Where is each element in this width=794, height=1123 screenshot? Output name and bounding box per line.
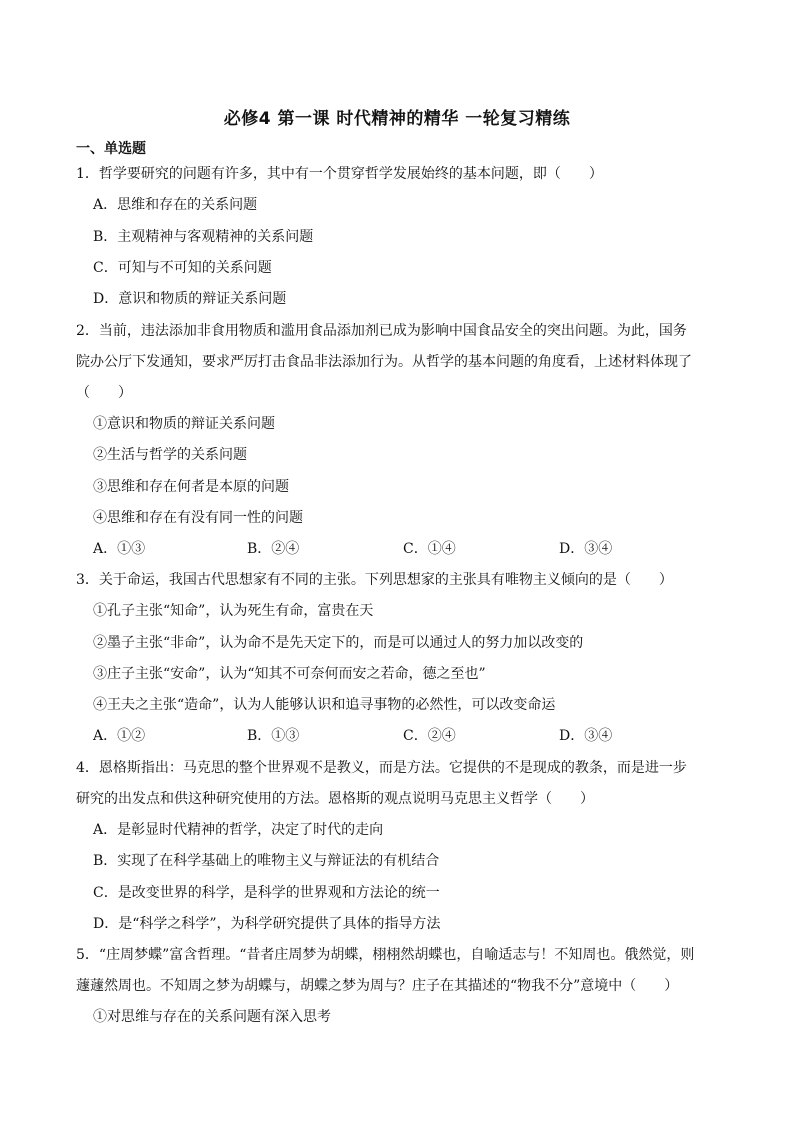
q3-statement-1: ①孔子主张“知命”，认为死生有命，富贵在天	[93, 603, 374, 619]
q1-option-a: A．思维和存在的关系问题	[93, 197, 258, 213]
q2-option-a: A．①③	[93, 541, 146, 557]
q1-option-c: C．可知与不可知的关系问题	[93, 260, 272, 276]
q2-statement-2: ②生活与哲学的关系问题	[93, 447, 247, 463]
q2-option-b: B．②④	[247, 541, 300, 557]
q3-statement-4: ④王夫之主张“造命”，认为人能够认识和追寻事物的必然性，可以改变命运	[93, 697, 556, 713]
q1-stem: 1．哲学要研究的问题有许多，其中有一个贯穿哲学发展始终的基本问题，即（ ）	[76, 166, 603, 182]
q2-stem-line2: 院办公厅下发通知，要求严厉打击食品非法添加行为。从哲学的基本问题的角度看，上述材料体现了	[76, 354, 692, 370]
q2-stem-line3: （ ）	[76, 385, 132, 401]
q4-stem-line2: 研究的出发点和供这种研究使用的方法。恩格斯的观点说明马克思主义哲学（ ）	[76, 791, 594, 807]
section-heading: 一、单选题	[76, 141, 146, 157]
q2-option-c: C．①④	[403, 541, 456, 557]
q5-stem-line1: 5．“庄周梦蝶”富含哲理。“昔者庄周梦为胡蝶，栩栩然胡蝶也，自喻适志与！不知周也。俄然觉，则	[76, 947, 695, 963]
q2-stem-line1: 2．当前，违法添加非食用物质和滥用食品添加剂已成为影响中国食品安全的突出问题。为此，国务	[76, 323, 687, 339]
q1-option-d: D．意识和物质的辩证关系问题	[93, 291, 287, 307]
q4-option-b: B．实现了在科学基础上的唯物主义与辩证法的有机结合	[93, 853, 440, 869]
q2-statement-4: ④思维和存在有没有同一性的问题	[93, 510, 303, 526]
q2-option-d: D．③④	[559, 541, 613, 557]
q4-option-c: C．是改变世界的科学，是科学的世界观和方法论的统一	[93, 885, 440, 901]
q2-statement-3: ③思维和存在何者是本原的问题	[93, 479, 289, 495]
page-title: 必修4 第一课 时代精神的精华 一轮复习精练	[223, 109, 571, 129]
q1-option-b: B．主观精神与客观精神的关系问题	[93, 229, 314, 245]
q2-statement-1: ①意识和物质的辩证关系问题	[93, 416, 275, 432]
q4-option-a: A．是彰显时代精神的哲学，决定了时代的走向	[93, 822, 384, 838]
q3-option-c: C．②④	[403, 728, 456, 744]
q3-option-d: D．③④	[559, 728, 613, 744]
q4-stem-line1: 4．恩格斯指出：马克思的整个世界观不是教义，而是方法。它提供的不是现成的教条，而是进一步	[76, 760, 687, 776]
q3-statement-3: ③庄子主张“安命”，认为“知其不可奈何而安之若命，德之至也”	[93, 666, 486, 682]
q5-stem-line2: 蘧蘧然周也。不知周之梦为胡蝶与，胡蝶之梦为周与？庄子在其描述的“物我不分”意境中（ ）	[76, 978, 679, 994]
q5-statement-1: ①对思维与存在的关系问题有深入思考	[93, 1009, 331, 1025]
q3-option-b: B．①③	[247, 728, 300, 744]
q3-statement-2: ②墨子主张“非命”，认为命不是先天定下的，而是可以通过人的努力加以改变的	[93, 635, 584, 651]
q4-option-d: D．是“科学之科学”，为科学研究提供了具体的指导方法	[93, 916, 441, 932]
q3-option-a: A．①②	[93, 728, 146, 744]
q3-stem: 3．关于命运，我国古代思想家有不同的主张。下列思想家的主张具有唯物主义倾向的是（ ）	[76, 572, 673, 588]
